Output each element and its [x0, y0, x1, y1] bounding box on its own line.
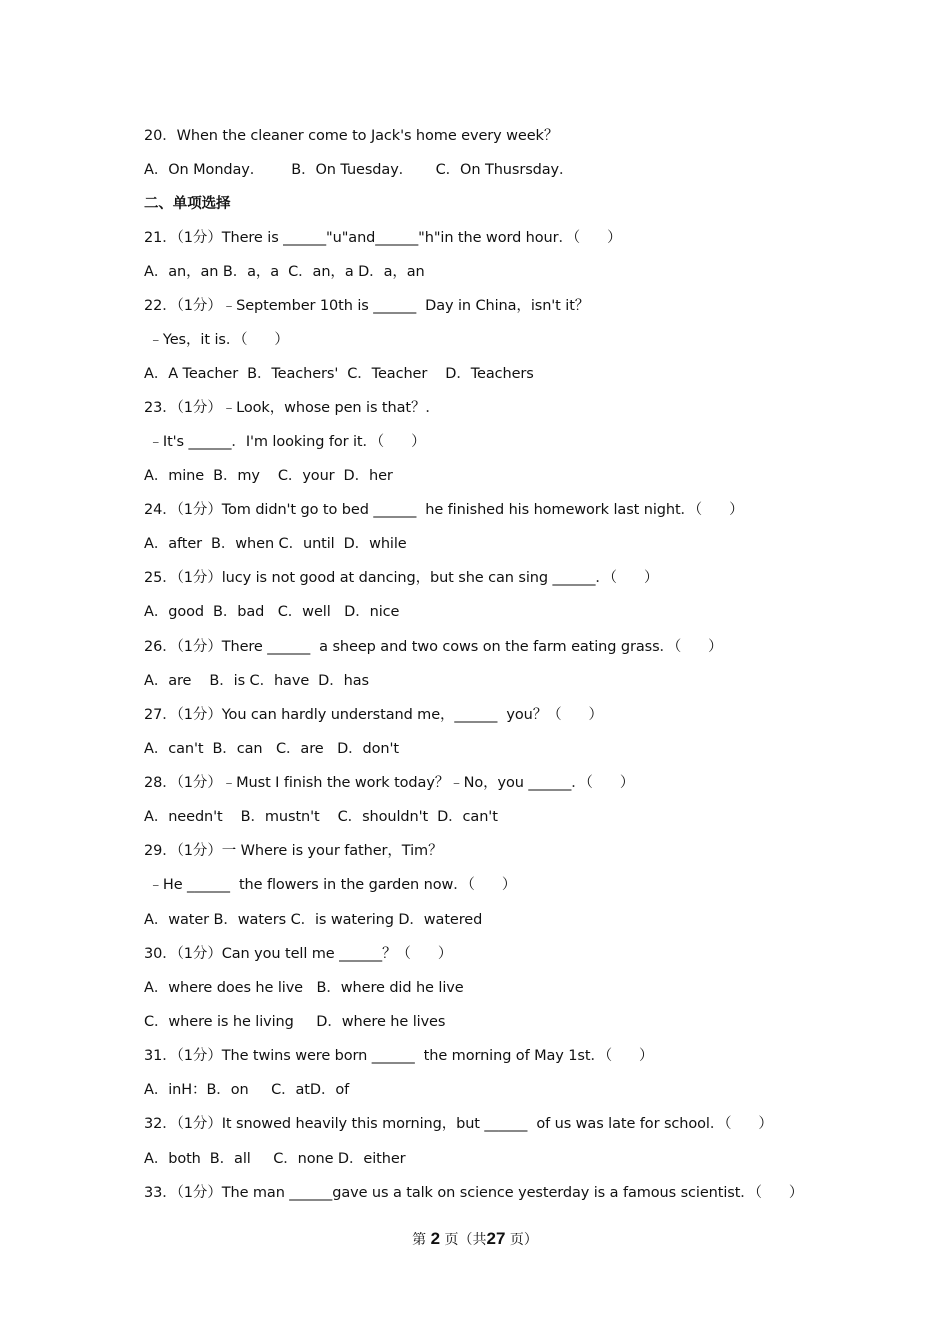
question-29-reply: ﹣He ______ the flowers in the garden now．（ ） [144, 877, 517, 893]
question-23: 23．（1分）﹣Look，whose pen is that？． [144, 400, 440, 416]
options-27: A．can't B．can C．are D．don't [144, 741, 399, 757]
question-22: 22．（1分）﹣September 10th is ______ Day in China，isn't it？ [144, 298, 590, 314]
section-heading: 二、单项选择 [144, 196, 231, 212]
question-23-reply: ﹣It's ______．I'm looking for it．（ ） [144, 434, 426, 450]
question-31: 31．（1分）The twins were born ______ the morning of May 1st．（ ） [144, 1048, 654, 1064]
options-29: A．water B．waters C．is watering D．watered [144, 912, 483, 928]
options-23: A．mine B．my C．your D．her [144, 468, 393, 484]
question-30: 30．（1分）Can you tell me ______？（ ） [144, 946, 453, 962]
options-30-row2: C．where is he living D．where he lives [144, 1014, 446, 1030]
options-30-row1: A．where does he live B．where did he live [144, 980, 464, 996]
options-21: A．an，an B．a，a C．an，a D．a，an [144, 264, 425, 280]
options-26: A．are B．is C．have D．has [144, 673, 369, 689]
footer-total-pages: 27 [486, 1229, 506, 1248]
options-32: A．both B．all C．none D．either [144, 1151, 406, 1167]
question-29: 29．（1分）一 Where is your father，Tim？ [144, 843, 443, 859]
footer-prefix: 第 [412, 1232, 427, 1248]
question-25: 25．（1分）lucy is not good at dancing，but she can sing ______．（ ） [144, 570, 659, 586]
options-31: A．inH：B．on C．atD．of [144, 1082, 350, 1098]
question-33: 33．（1分）The man ______gave us a talk on science yesterday is a famous scientist．（ ） [144, 1185, 804, 1201]
question-32: 32．（1分）It snowed heavily this morning，but ______ of us was late for school．（ ） [144, 1116, 773, 1132]
options-24: A．after B．when C．until D．while [144, 536, 407, 552]
footer-page-number: 2 [430, 1229, 441, 1248]
question-24: 24．（1分）Tom didn't go to bed ______ he finished his homework last night．（ ） [144, 502, 744, 518]
options-28: A．needn't B．mustn't C．shouldn't D．can't [144, 809, 498, 825]
question-21: 21．（1分）There is ______"u"and______"h"in the word hour．（ ） [144, 230, 622, 246]
question-27: 27．（1分）You can hardly understand me，______ you？（ ） [144, 707, 603, 723]
footer-middle: 页（共 [444, 1232, 487, 1248]
options-20: A．On Monday． B．On Tuesday． C．On Thusrsday． [144, 162, 574, 178]
options-22: A．A Teacher B．Teachers' C．Teacher D．Teachers [144, 366, 534, 382]
question-28: 28．（1分）﹣Must I finish the work today？﹣No，you ______．（ ） [144, 775, 635, 791]
question-22-reply: ﹣Yes，it is．（ ） [144, 332, 289, 348]
page-footer [0, 1229, 950, 1249]
question-20: 20．When the cleaner come to Jack's home every week？ [144, 128, 559, 144]
footer-suffix: 页） [509, 1232, 538, 1248]
options-25: A．good B．bad C．well D．nice [144, 604, 400, 620]
question-26: 26．（1分）There ______ a sheep and two cows on the farm eating grass．（ ） [144, 639, 723, 655]
